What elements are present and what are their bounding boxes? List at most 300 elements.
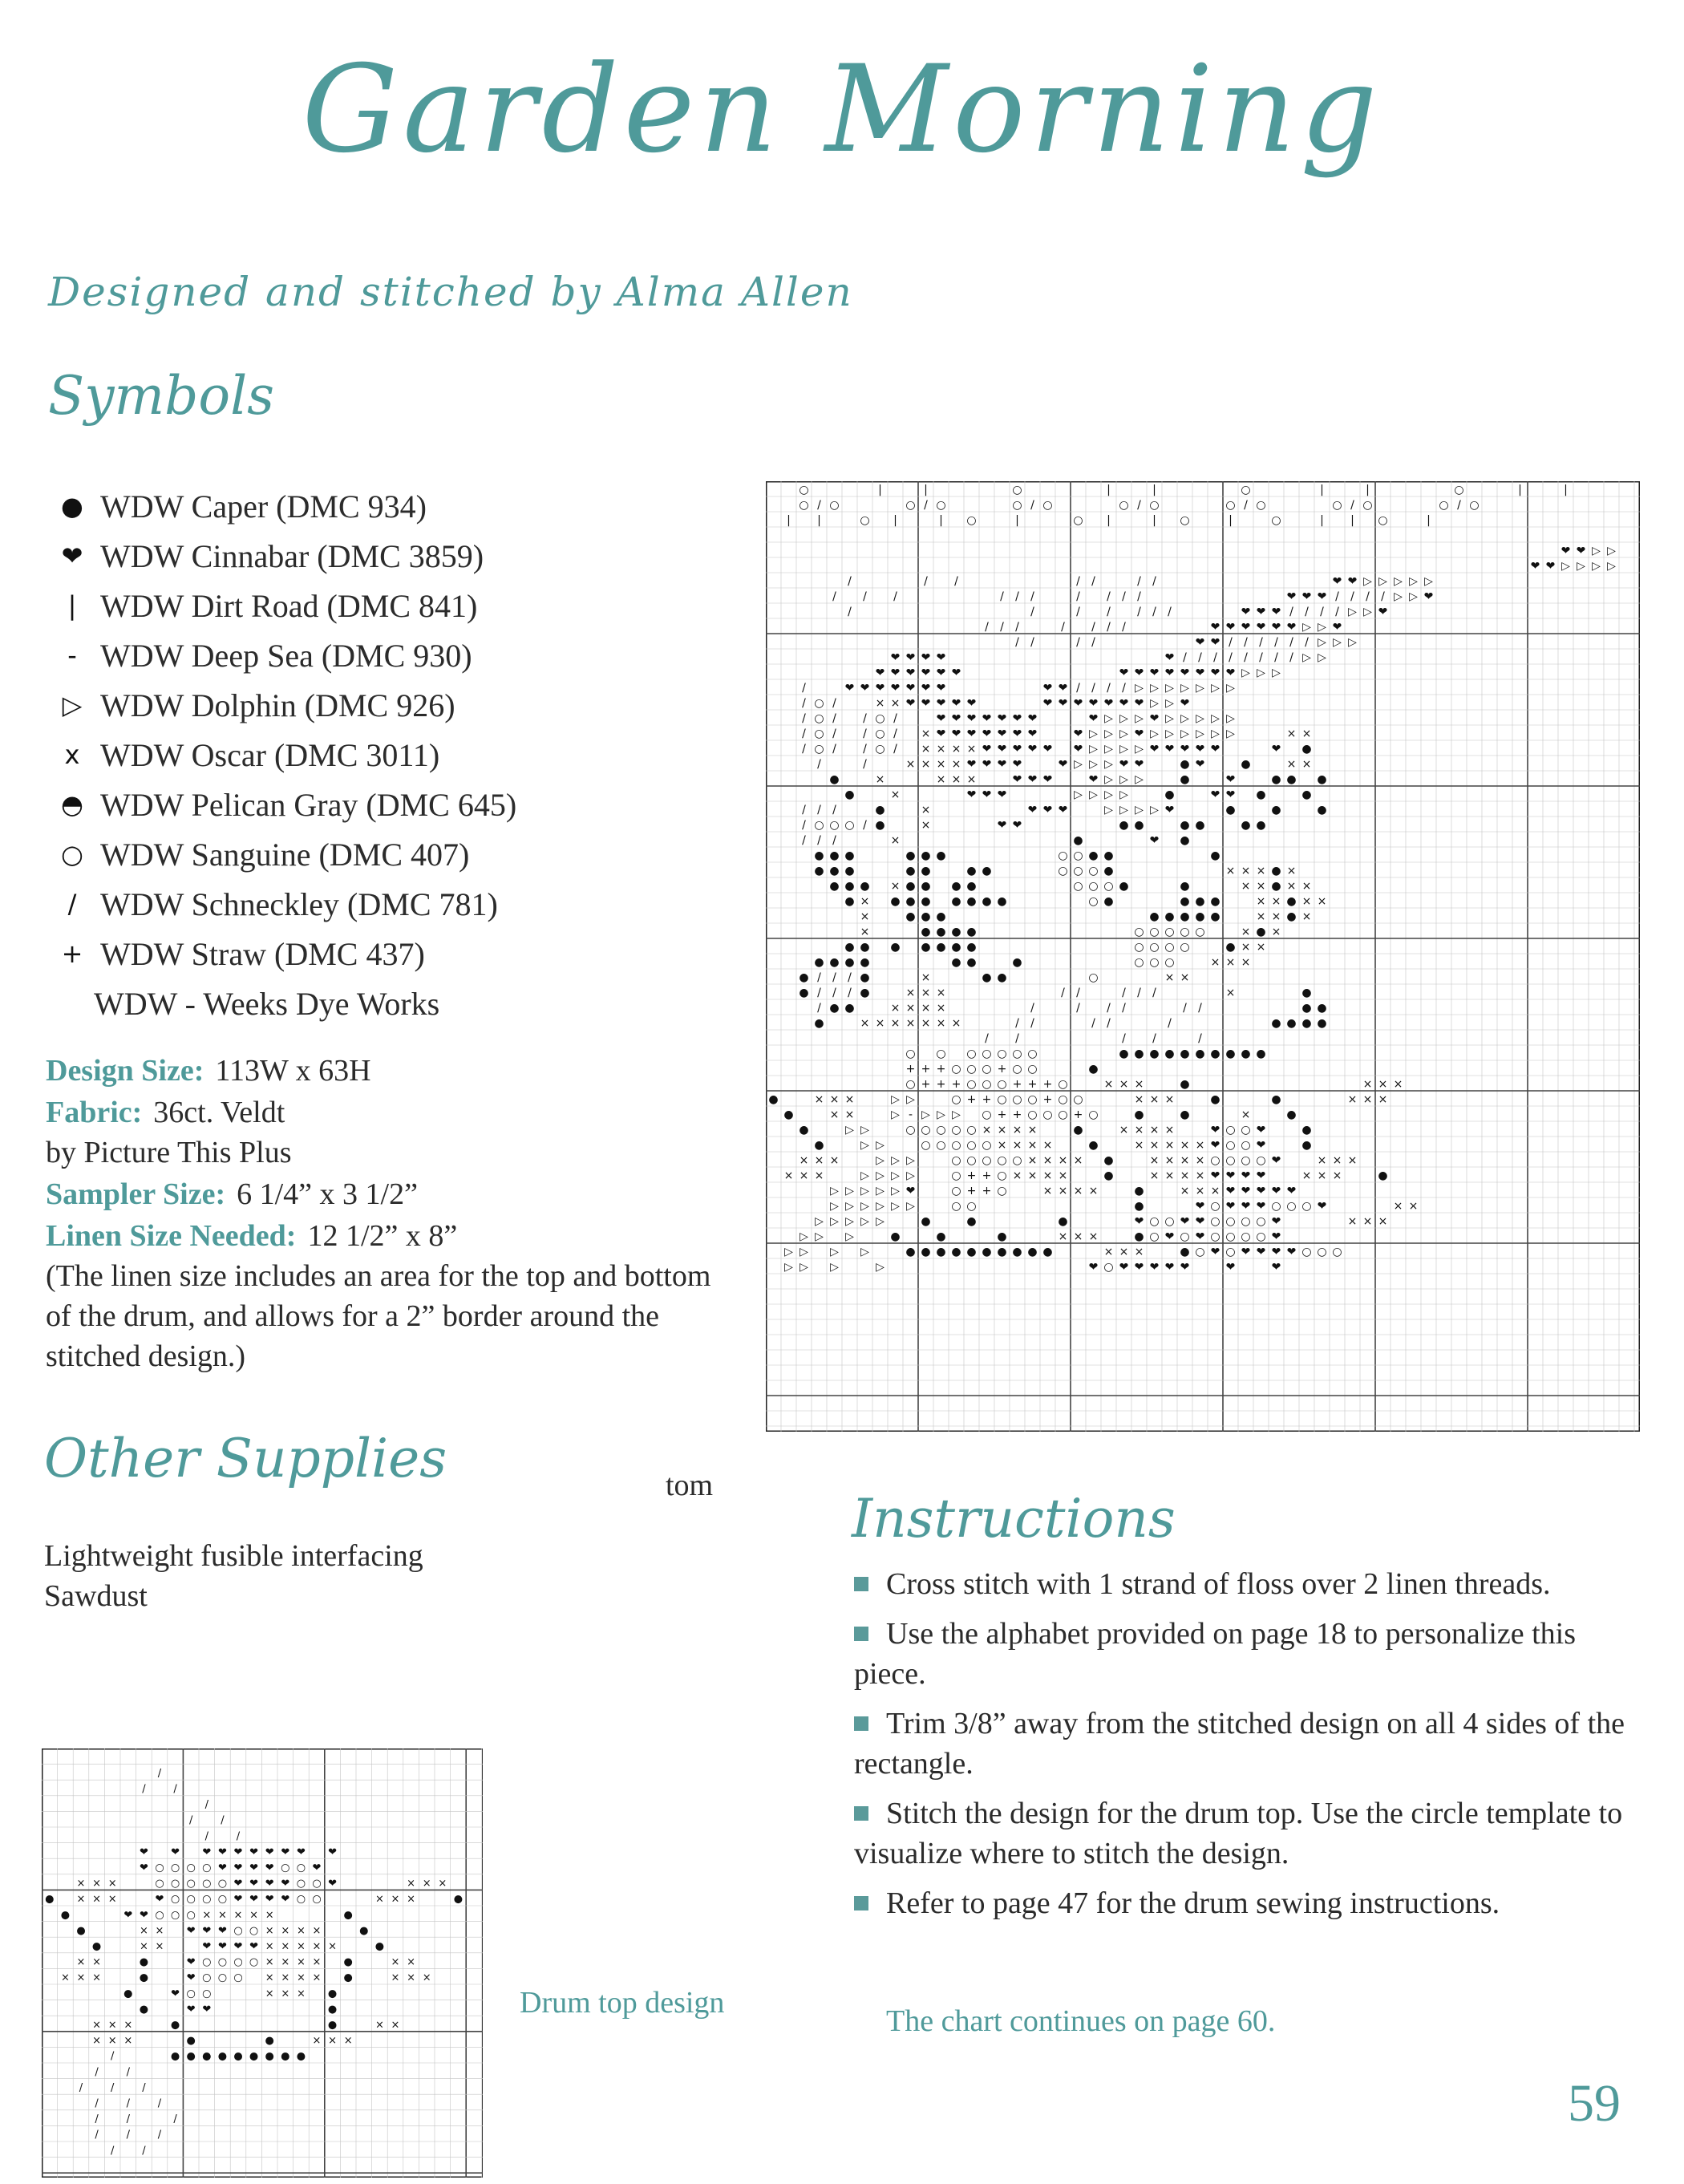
stitch-symbol: × <box>1317 1169 1327 1182</box>
stitch-symbol: ▷ <box>1135 742 1144 756</box>
stitch-symbol: × <box>1042 1153 1053 1167</box>
legend-symbol-icon: + <box>61 938 83 969</box>
stitch-symbol: × <box>951 742 961 756</box>
stitch-symbol: / <box>95 2113 99 2126</box>
stitch-symbol: ❤ <box>1042 681 1053 695</box>
stitch-symbol: ● <box>1088 1062 1099 1076</box>
stitch-symbol: ● <box>829 772 840 786</box>
stitch-symbol: / <box>95 2097 99 2110</box>
stitch-symbol: ▷ <box>921 1108 930 1121</box>
stitch-symbol: ○ <box>966 1077 977 1091</box>
stitch-symbol: ○ <box>1073 1092 1083 1106</box>
stitch-symbol: ▷ <box>860 1245 869 1258</box>
stitch-symbol: ❤ <box>1027 803 1038 816</box>
stitch-symbol: ▷ <box>906 1092 915 1106</box>
stitch-symbol: / <box>893 727 897 740</box>
stitch-symbol: × <box>296 1924 306 1937</box>
stitch-symbol: ▷ <box>1302 650 1311 664</box>
stitch-symbol: × <box>281 1940 290 1953</box>
stitch-symbol: / <box>1091 635 1095 649</box>
stitch-symbol: ○ <box>1256 1153 1266 1167</box>
stitch-symbol: × <box>829 1108 840 1121</box>
stitch-symbol: × <box>1347 1092 1358 1106</box>
stitch-symbol: ● <box>844 879 855 893</box>
stitch-symbol: × <box>1256 940 1266 954</box>
stitch-symbol: ● <box>1134 1184 1144 1197</box>
stitch-symbol: ▷ <box>1104 711 1113 725</box>
stitch-symbol: ○ <box>966 513 977 527</box>
stitch-symbol: ● <box>1164 910 1175 923</box>
stitch-symbol: ● <box>1317 772 1327 786</box>
stitch-symbol: ❤ <box>202 1846 212 1858</box>
stitch-symbol: ○ <box>1027 1062 1038 1076</box>
stitch-symbol: ● <box>1195 1047 1205 1060</box>
stitch-symbol: ○ <box>1149 498 1160 512</box>
stitch-symbol: ○ <box>875 742 885 756</box>
stitch-symbol: ❤ <box>966 727 977 740</box>
stitch-symbol: ▷ <box>860 1199 869 1213</box>
stitch-symbol: ○ <box>1073 879 1083 893</box>
stitch-symbol: × <box>407 1971 416 1984</box>
stitch-symbol: × <box>1027 1153 1038 1167</box>
stitch-symbol: ❤ <box>982 757 992 771</box>
instruction-item: Refer to page 47 for the drum sewing instructions. <box>854 1883 1640 1923</box>
stitch-symbol: ● <box>249 2050 259 2063</box>
stitch-symbol: / <box>1137 590 1141 603</box>
stitch-symbol: / <box>236 1830 241 1843</box>
stitch-symbol: ● <box>1134 818 1144 832</box>
stitch-symbol: / <box>817 757 821 771</box>
stitch-symbol: ❤ <box>1027 711 1038 725</box>
stitch-symbol: × <box>1347 1153 1358 1167</box>
stitch-symbol: ❤ <box>1332 620 1342 634</box>
stitch-symbol: ○ <box>1088 1108 1099 1121</box>
stitch-symbol: × <box>1149 1153 1160 1167</box>
stitch-symbol: ❤ <box>1134 1260 1144 1274</box>
stitch-symbol: ❤ <box>202 1924 212 1937</box>
stitch-symbol: - <box>908 1108 913 1121</box>
stitch-symbol: ● <box>814 955 824 969</box>
stitch-symbol: ○ <box>1256 1230 1266 1243</box>
stitch-symbol: ▷ <box>799 1230 808 1243</box>
stitch-symbol: × <box>1088 1230 1099 1243</box>
stitch-symbol: ▷ <box>1348 635 1357 649</box>
stitch-symbol: ● <box>1241 818 1251 832</box>
stitch-symbol: / <box>924 498 928 512</box>
stitch-symbol: ▷ <box>1561 559 1570 573</box>
stitch-symbol: ● <box>1301 788 1312 801</box>
stitch-symbol: ❤ <box>202 1940 212 1953</box>
stitch-symbol: ❤ <box>233 1862 243 1874</box>
stitch-symbol: ❤ <box>875 666 885 679</box>
stitch-symbol: ○ <box>217 1878 228 1890</box>
stitch-symbol: ● <box>1180 833 1190 847</box>
stitch-symbol: / <box>832 696 836 710</box>
stitch-symbol: ❤ <box>966 757 977 771</box>
stitch-symbol: ❤ <box>1180 666 1190 679</box>
stitch-symbol: / <box>802 833 806 847</box>
stitch-symbol: ❤ <box>1119 696 1129 710</box>
stitch-symbol: ● <box>951 925 961 938</box>
stitch-symbol: ● <box>814 1016 824 1030</box>
stitch-symbol: ● <box>844 940 855 954</box>
stitch-symbol: / <box>126 2113 130 2126</box>
stitch-symbol: ▷ <box>1135 772 1144 786</box>
page-number: 59 <box>1568 2074 1621 2133</box>
stitch-symbol: ○ <box>936 1047 946 1060</box>
stitch-symbol: ❤ <box>982 711 992 725</box>
stitch-symbol: / <box>1366 590 1370 603</box>
stitch-symbol: × <box>1225 955 1236 969</box>
stitch-symbol: / <box>142 2145 146 2158</box>
stitch-symbol: × <box>1027 1138 1038 1152</box>
stitch-symbol: ❤ <box>1195 635 1205 649</box>
stitch-symbol: ● <box>1301 1001 1312 1015</box>
stitch-symbol: ▷ <box>1119 742 1128 756</box>
stitch-symbol: ❤ <box>905 650 916 664</box>
stitch-symbol: × <box>92 1893 102 1906</box>
stitch-symbol: ○ <box>905 1077 916 1091</box>
stitch-symbol: ❤ <box>936 696 946 710</box>
stitch-symbol: × <box>1103 1245 1114 1258</box>
stitch-symbol: ❤ <box>1088 696 1099 710</box>
stitch-symbol: × <box>107 1893 117 1906</box>
stitch-symbol: / <box>1030 498 1034 512</box>
stitch-symbol: ▷ <box>876 1138 885 1152</box>
stitch-symbol: ○ <box>1027 1047 1038 1060</box>
stitch-symbol: × <box>921 727 931 740</box>
stitch-symbol: ○ <box>814 696 824 710</box>
stitch-symbol: / <box>1015 620 1019 634</box>
stitch-symbol: ● <box>921 1214 931 1228</box>
stitch-symbol: ○ <box>997 1092 1007 1106</box>
stitch-symbol: ○ <box>1241 1230 1251 1243</box>
stitch-symbol: ● <box>799 970 809 984</box>
stitch-symbol: ▷ <box>1409 590 1418 603</box>
stitch-symbol: / <box>126 2129 130 2141</box>
stitch-symbol: ❤ <box>966 696 977 710</box>
stitch-symbol: ▷ <box>876 1169 885 1182</box>
stitch-symbol: ▷ <box>845 1184 854 1197</box>
stitch-symbol: / <box>1000 620 1004 634</box>
stitch-symbol: ● <box>951 1245 961 1258</box>
stitch-symbol: ▷ <box>876 1199 885 1213</box>
stitch-symbol: ❤ <box>139 1909 148 1922</box>
stitch-symbol: ❤ <box>890 666 901 679</box>
stitch-symbol: ● <box>233 2050 243 2063</box>
stitch-symbol: ▷ <box>1165 711 1174 725</box>
stitch-symbol: | <box>1366 483 1370 496</box>
stitch-symbol: ○ <box>1073 849 1083 862</box>
stitch-symbol: ● <box>921 864 931 877</box>
stitch-symbol: × <box>92 1956 102 1969</box>
stitch-symbol: ○ <box>217 1893 228 1906</box>
stitch-symbol: ▷ <box>1196 727 1204 740</box>
stitch-symbol: / <box>1305 635 1309 649</box>
stitch-symbol: × <box>936 772 946 786</box>
stitch-symbol: ○ <box>233 1924 243 1937</box>
stitch-symbol: ❤ <box>312 1862 322 1874</box>
stitch-symbol: ○ <box>1088 879 1099 893</box>
stitch-symbol: ○ <box>1332 1245 1342 1258</box>
stitch-symbol: ○ <box>997 1169 1007 1182</box>
stitch-symbol: ○ <box>951 1184 961 1197</box>
linen-size-label: Linen Size Needed: <box>46 1219 297 1253</box>
stitch-symbol: ○ <box>1088 864 1099 877</box>
legend-item <box>52 929 742 979</box>
stitch-symbol: / <box>848 574 852 588</box>
stitch-symbol: ○ <box>1058 864 1068 877</box>
stitch-symbol: ○ <box>1134 940 1144 954</box>
stitch-symbol: / <box>1030 590 1034 603</box>
stitch-symbol: ● <box>1088 849 1099 862</box>
stitch-symbol: ○ <box>875 711 885 725</box>
stitch-symbol: ❤ <box>1027 772 1038 786</box>
stitch-symbol: ❤ <box>1134 696 1144 710</box>
stitch-symbol: | <box>1229 513 1233 527</box>
stitch-symbol: ❤ <box>1256 1123 1266 1137</box>
stitch-symbol: ○ <box>860 513 870 527</box>
instruction-item: Stitch the design for the drum top. Use the circle template to visualize where to stitch the design. <box>854 1797 1623 1870</box>
stitch-symbol: ○ <box>1241 483 1251 496</box>
stitch-symbol: ○ <box>875 727 885 740</box>
stitch-symbol: ○ <box>1012 1092 1022 1106</box>
stitch-symbol: ❤ <box>1149 742 1160 756</box>
stitch-symbol: × <box>1073 1153 1083 1167</box>
stitch-symbol: ● <box>1301 1138 1312 1152</box>
stitch-symbol: ▷ <box>784 1260 793 1274</box>
stitch-symbol: / <box>817 1001 821 1015</box>
stitch-symbol: ❤ <box>1195 742 1205 756</box>
stitch-symbol: ❤ <box>997 757 1007 771</box>
stitch-symbol: ○ <box>1225 1153 1236 1167</box>
stitch-symbol: ❤ <box>905 666 916 679</box>
legend-item <box>52 780 742 829</box>
stitch-symbol: ❤ <box>1271 742 1281 756</box>
stitch-symbol: × <box>343 2035 353 2048</box>
stitch-symbol: ▷ <box>1104 727 1113 740</box>
stitch-symbol: ❤ <box>951 696 961 710</box>
sampler-size-value: 6 1/4” x 3 1/2” <box>237 1177 418 1211</box>
stitch-symbol: / <box>1061 986 1065 999</box>
stitch-symbol: ❤ <box>1027 727 1038 740</box>
stitch-symbol: ● <box>45 1893 55 1906</box>
stitch-symbol: ● <box>1073 1123 1083 1137</box>
stitch-symbol: × <box>217 1909 227 1922</box>
stitch-symbol: / <box>1183 650 1187 664</box>
stitch-symbol: | <box>1427 513 1431 527</box>
stitch-symbol: × <box>982 1123 992 1137</box>
stitch-symbol: × <box>328 2035 338 2048</box>
stitch-symbol: × <box>905 1016 916 1030</box>
main-cross-stitch-chart <box>766 481 1640 1432</box>
stitch-symbol: ● <box>327 2003 338 2016</box>
instruction-item: Trim 3/8” away from the stitched design on all 4 sides of the rectangle. <box>854 1707 1625 1781</box>
stitch-symbol: × <box>139 1940 148 1953</box>
stitch-symbol: ● <box>966 940 977 954</box>
stitch-symbol: × <box>391 2019 400 2032</box>
stitch-symbol: ○ <box>1241 1153 1251 1167</box>
stitch-symbol: ● <box>170 2050 180 2063</box>
stitch-symbol: / <box>1183 1001 1187 1015</box>
stitch-symbol: ○ <box>312 1878 322 1890</box>
stitch-symbol: ❤ <box>905 681 916 695</box>
stitch-symbol: ● <box>1134 1108 1144 1121</box>
stitch-symbol: × <box>860 910 870 923</box>
stitch-symbol: ● <box>1180 894 1190 908</box>
stitch-symbol: ○ <box>1164 955 1175 969</box>
stitch-symbol: ○ <box>1469 498 1480 512</box>
stitch-symbol: / <box>1198 1031 1202 1045</box>
stitch-symbol: / <box>1152 986 1156 999</box>
stitch-symbol: × <box>155 1924 164 1937</box>
stitch-symbol: × <box>1256 894 1266 908</box>
stitch-symbol: + <box>982 1169 992 1182</box>
stitch-symbol: ○ <box>951 1123 961 1137</box>
stitch-symbol: ❤ <box>217 1846 227 1858</box>
stitch-symbol: × <box>844 1092 855 1106</box>
stitch-symbol: / <box>1335 590 1339 603</box>
stitch-symbol: / <box>173 2113 177 2126</box>
stitch-symbol: ▷ <box>830 1260 839 1274</box>
stitch-symbol: ○ <box>1058 1092 1068 1106</box>
stitch-symbol: / <box>848 605 852 618</box>
stitch-symbol: ▷ <box>1333 635 1342 649</box>
stitch-symbol: ● <box>814 849 824 862</box>
stitch-symbol: ❤ <box>997 727 1007 740</box>
stitch-symbol: / <box>1289 605 1293 618</box>
stitch-symbol: / <box>1152 1031 1156 1045</box>
stitch-symbol: / <box>1015 590 1019 603</box>
stitch-symbol: ❤ <box>936 681 946 695</box>
stitch-symbol: × <box>844 1108 855 1121</box>
stitch-symbol: ● <box>966 894 977 908</box>
stitch-symbol: × <box>921 803 931 816</box>
stitch-symbol: ❤ <box>139 1862 148 1874</box>
stitch-symbol: ❤ <box>1073 742 1083 756</box>
stitch-symbol: ▷ <box>1135 681 1144 695</box>
stitch-symbol: ❤ <box>1180 742 1190 756</box>
stitch-symbol: ○ <box>921 1138 931 1152</box>
stitch-symbol: ▷ <box>1241 666 1250 679</box>
stitch-symbol: ○ <box>1378 513 1388 527</box>
stitch-symbol: × <box>438 1878 447 1890</box>
stitch-symbol: × <box>875 1016 885 1030</box>
stitch-symbol: × <box>1119 1077 1129 1091</box>
stitch-symbol: ▷ <box>876 1260 885 1274</box>
stitch-symbol: ● <box>936 925 946 938</box>
stitch-symbol: × <box>890 833 901 847</box>
stitch-symbol: × <box>1210 1184 1220 1197</box>
stitch-symbol: ● <box>966 864 977 877</box>
stitch-symbol: / <box>863 711 867 725</box>
stitch-symbol: ○ <box>1149 925 1160 938</box>
stitch-symbol: ● <box>890 894 901 908</box>
stitch-symbol: ● <box>921 894 931 908</box>
stitch-symbol: ● <box>829 849 840 862</box>
stitch-symbol: ○ <box>951 1092 961 1106</box>
stitch-symbol: ● <box>844 894 855 908</box>
stitch-symbol: ● <box>1378 1169 1388 1182</box>
stitch-symbol: × <box>1180 1138 1190 1152</box>
legend-symbol-icon: ❤ <box>61 541 83 571</box>
stitch-symbol: ▷ <box>1226 727 1235 740</box>
stitch-symbol: × <box>1149 1169 1160 1182</box>
instruction-item: Cross stitch with 1 strand of floss over 2 linen threads. <box>854 1564 1640 1604</box>
stitch-symbol: ● <box>1164 1047 1175 1060</box>
stitch-symbol: ▷ <box>845 1123 854 1137</box>
stray-text: tom <box>666 1469 714 1502</box>
stitch-symbol: ○ <box>1225 1123 1236 1137</box>
stitch-symbol: ▷ <box>1135 711 1144 725</box>
stitch-symbol: × <box>936 757 946 771</box>
stitch-symbol: × <box>875 696 885 710</box>
stitch-symbol: ● <box>343 1909 353 1922</box>
stitch-symbol: + <box>936 1062 946 1076</box>
stitch-symbol: × <box>1301 757 1312 771</box>
stitch-symbol: × <box>1119 1245 1129 1258</box>
stitch-symbol: ○ <box>1149 955 1160 969</box>
stitch-symbol: × <box>265 1940 274 1953</box>
stitch-symbol: ❤ <box>1241 620 1251 634</box>
stitch-symbol: ▷ <box>1211 681 1220 695</box>
stitch-symbol: / <box>157 2097 162 2110</box>
stitch-symbol: ▷ <box>860 1214 869 1228</box>
stitch-symbol: / <box>802 742 806 756</box>
stitch-symbol: × <box>1301 1169 1312 1182</box>
stitch-symbol: + <box>966 1184 977 1197</box>
stitch-symbol: ❤ <box>982 742 992 756</box>
stitch-symbol: ● <box>265 2035 274 2048</box>
stitch-symbol: ● <box>1180 1245 1190 1258</box>
stitch-symbol: ❤ <box>1134 757 1144 771</box>
stitch-symbol: ● <box>844 849 855 862</box>
stitch-symbol: ● <box>1134 1047 1144 1060</box>
stitch-symbol: + <box>966 1092 977 1106</box>
stitch-symbol: ● <box>890 1230 901 1243</box>
stitch-symbol: ❤ <box>1058 803 1068 816</box>
stitch-symbol: + <box>966 1169 977 1182</box>
stitch-symbol: | <box>1107 483 1111 496</box>
stitch-symbol: ▷ <box>1302 620 1311 634</box>
stitch-symbol: ● <box>265 2050 274 2063</box>
square-bullet-icon <box>854 1627 868 1641</box>
linen-note: (The linen size includes an area for the top and bottom of the drum, and allows for a 2” border around the stitched design.) <box>46 1259 711 1373</box>
stitch-symbol: ○ <box>202 1878 212 1890</box>
stitch-symbol: × <box>374 1893 384 1906</box>
stitch-symbol: ○ <box>281 1862 290 1874</box>
stitch-symbol: ▷ <box>860 1169 869 1182</box>
stitch-symbol: ○ <box>217 1956 228 1969</box>
stitch-symbol: × <box>1241 864 1251 877</box>
stitch-symbol: ● <box>966 1214 977 1228</box>
legend-item <box>52 481 742 531</box>
square-bullet-icon <box>854 1577 868 1591</box>
stitch-symbol: ▷ <box>1119 711 1128 725</box>
stitch-symbol: ○ <box>1317 1245 1327 1258</box>
legend-label: WDW Schneckley (DMC 781) <box>100 885 498 922</box>
stitch-symbol: ❤ <box>217 1924 227 1937</box>
stitch-symbol: ❤ <box>936 666 946 679</box>
stitch-symbol: ○ <box>1256 498 1266 512</box>
stitch-symbol: ● <box>936 849 946 862</box>
stitch-symbol: ○ <box>997 1077 1007 1091</box>
stitch-symbol: ● <box>799 1123 809 1137</box>
stitch-symbol: ❤ <box>1210 1245 1220 1258</box>
stitch-symbol: ▷ <box>1272 666 1281 679</box>
stitch-symbol: ● <box>905 864 916 877</box>
stitch-symbol: × <box>1103 1077 1114 1091</box>
